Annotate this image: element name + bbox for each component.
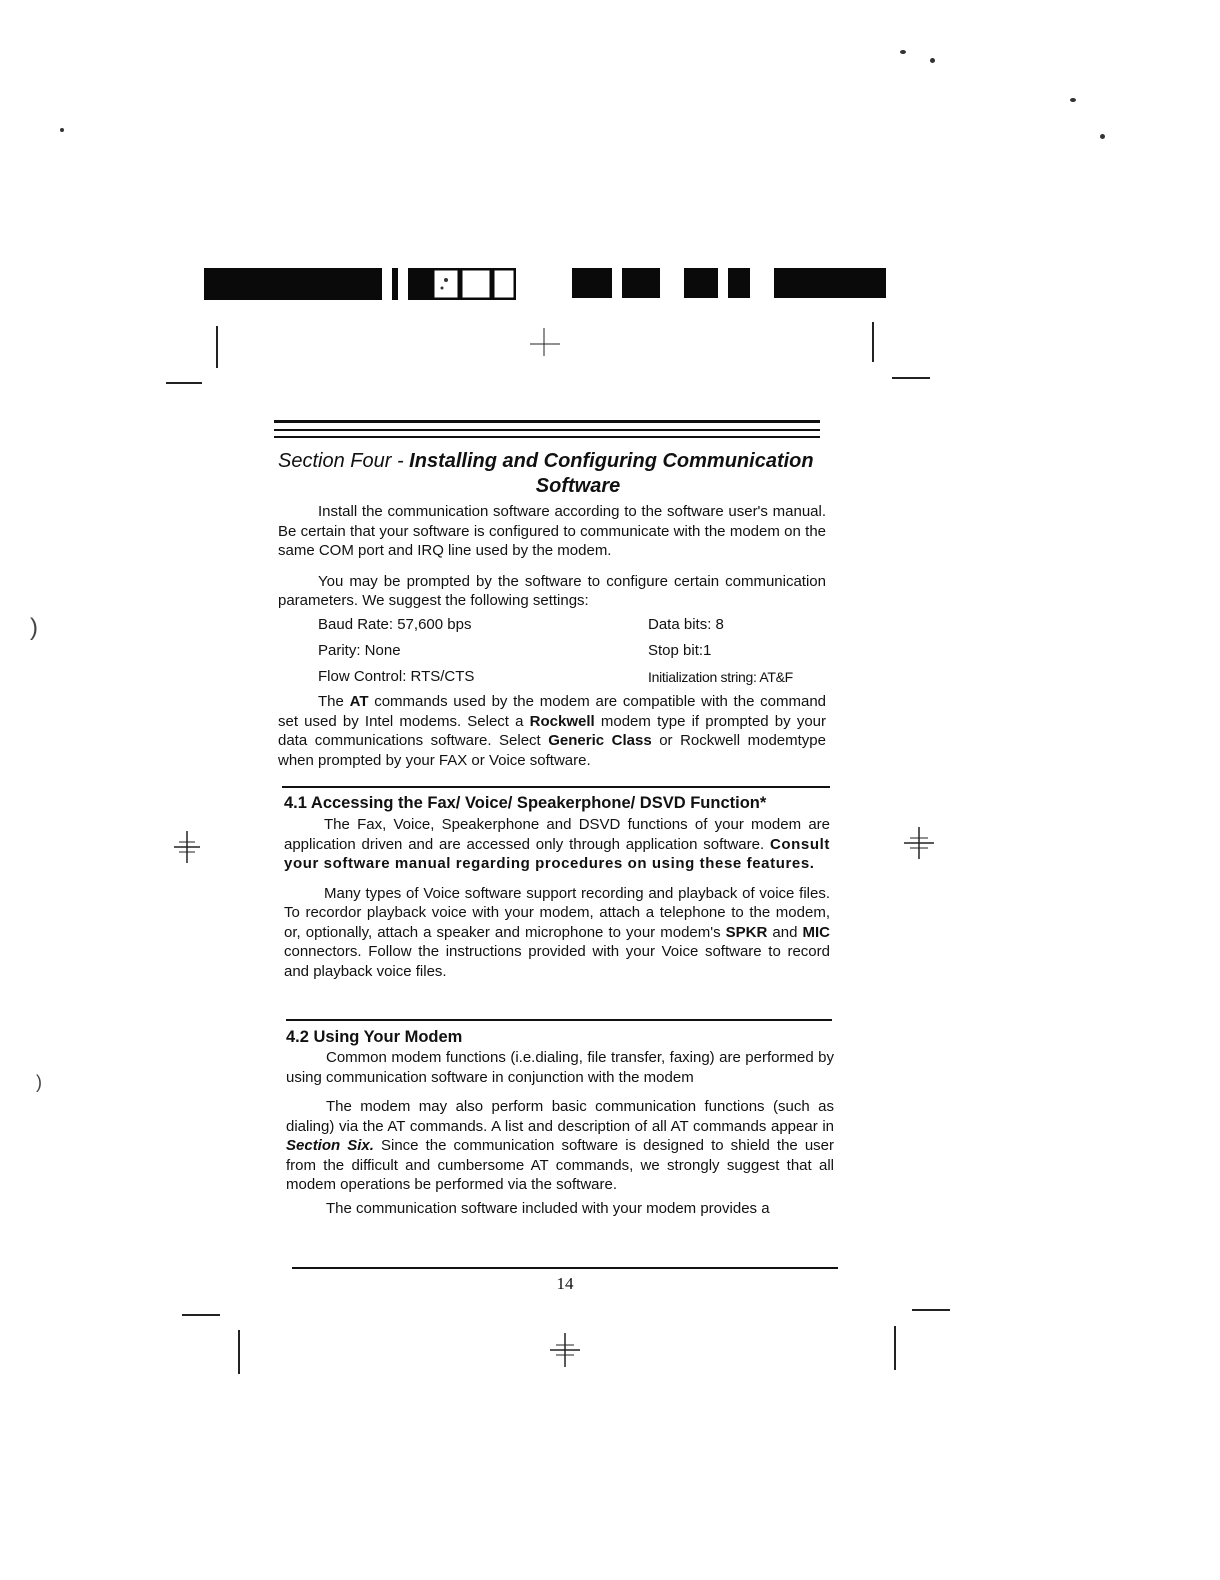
registration-mark-bottom-icon xyxy=(548,1332,582,1368)
crop-mark xyxy=(238,1330,240,1374)
registration-mark-right-icon xyxy=(902,826,936,860)
section-4-1-heading: 4.1 Accessing the Fax/ Voice/ Speakerphone/ DSVD Function* xyxy=(284,794,767,812)
scan-speck xyxy=(930,58,935,63)
bold-term: MIC xyxy=(802,923,830,941)
crop-mark xyxy=(894,1326,896,1370)
registration-mark-left-icon xyxy=(172,830,202,864)
registration-mark-top-icon xyxy=(526,326,562,358)
setting-left: Flow Control: RTS/CTS xyxy=(318,668,475,685)
bold-note: Consult your software manual regarding procedures on using these features. xyxy=(284,835,830,872)
setting-left: Parity: None xyxy=(318,642,401,659)
footer-rule xyxy=(292,1267,838,1269)
section-title xyxy=(278,449,838,499)
settings-row xyxy=(278,664,834,690)
intro-paragraph: Install the communication software according to the software user's manual. Be certain that your software is configured to communicate with the modem on the same COM port and IRQ line used by the modem. xyxy=(278,503,826,559)
section-4-1-paragraph: Many types of Voice software support recording and playback of voice files. To recordor playback voice with your modem, attach a telephone to the modem, or, optionally, attach a speaker and microphone to your modem's SPKR and MIC connectors. Follow the instructions provided with your Voice software to record and playback voice files. xyxy=(284,884,830,980)
bold-term: Generic Class xyxy=(548,732,652,749)
setting-right: Stop bit:1 xyxy=(648,642,712,659)
scan-speck xyxy=(900,50,906,54)
section-4-2-paragraph: The modem may also perform basic communication functions (such as dialing) via the AT commands. A list and description of all AT commands appear in Section Six. Since the communication software is designed to shield the user from the difficult and cumbersome AT commands, we strongly suggest that all modem operations be performed via the software. xyxy=(286,1098,834,1193)
settings-table xyxy=(278,612,834,690)
section-4-2-heading: 4.2 Using Your Modem xyxy=(286,1028,463,1046)
section-divider xyxy=(286,1019,832,1021)
printer-band-left xyxy=(204,268,516,302)
section-4-2-paragraph: Common modem functions (i.e.dialing, file transfer, faxing) are performed by using communication software in conjunction with the modem xyxy=(286,1049,834,1086)
at-commands-block xyxy=(278,692,826,770)
printer-band-right xyxy=(572,268,886,302)
setting-left: Baud Rate: 57,600 bps xyxy=(318,616,472,633)
settings-row xyxy=(278,612,834,638)
at-commands-paragraph: The AT commands used by the modem are compatible with the command set used by Intel modems. Select a Rockwell modem type if prompted by your data communications software. Select Generic Class or Rockwell modemtype when prompted by your FAX or Voice software. xyxy=(278,693,827,769)
setting-right: Initialization string: AT&F xyxy=(648,669,793,685)
crop-mark xyxy=(182,1314,220,1316)
crop-mark xyxy=(166,382,202,384)
settings-row xyxy=(278,638,834,664)
scan-speck xyxy=(60,128,64,132)
setting-right: Data bits: 8 xyxy=(648,616,724,633)
section-title-block xyxy=(278,449,838,499)
section-4-2-paragraph: The communication software included with your modem provides a xyxy=(326,1199,770,1217)
crop-mark xyxy=(892,377,930,379)
crop-mark xyxy=(912,1309,950,1311)
bold-term: Rockwell xyxy=(529,712,595,730)
section-4-2 xyxy=(286,1026,834,1218)
intro-block xyxy=(278,502,826,611)
scan-artifact: ) xyxy=(30,614,38,641)
scan-artifact: ) xyxy=(36,1072,42,1092)
scan-speck xyxy=(1100,134,1105,139)
section-4-1 xyxy=(284,792,830,981)
section-label: Section Four - xyxy=(278,450,404,472)
page-number: 14 xyxy=(556,1274,574,1293)
crop-mark xyxy=(216,326,218,368)
intro-paragraph: You may be prompted by the software to configure certain communication parameters. We suggest the following settings: xyxy=(278,572,826,609)
crop-mark xyxy=(872,322,874,362)
scan-speck xyxy=(1070,98,1076,102)
section-title-line2: Software xyxy=(535,475,621,497)
section-title-line1: Installing and Configuring Communication xyxy=(409,450,814,472)
italic-ref: Section Six. xyxy=(286,1137,374,1154)
section-divider xyxy=(282,786,830,788)
section-4-1-paragraph: The Fax, Voice, Speakerphone and DSVD functions of your modem are application driven and are accessed only through application software. Consult your software manual regarding procedures on using these features. xyxy=(284,816,830,872)
bold-term: AT xyxy=(349,693,369,710)
bold-term: SPKR xyxy=(725,923,768,941)
header-double-rule xyxy=(274,420,820,438)
